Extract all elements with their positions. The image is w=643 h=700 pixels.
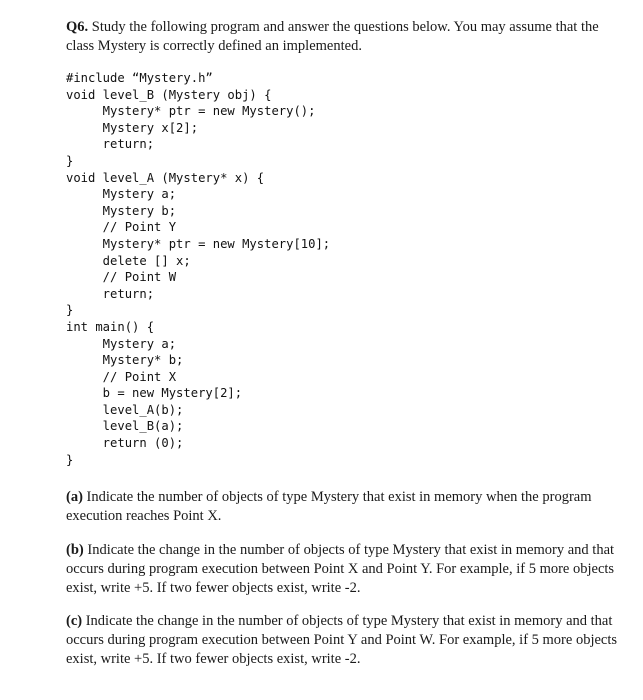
code-line: Mystery* b; xyxy=(66,353,184,368)
code-line: // Point Y xyxy=(66,220,177,235)
code-line: // Point X xyxy=(66,369,177,384)
code-line: } xyxy=(66,153,74,168)
code-line: b = new Mystery[2]; xyxy=(66,386,243,401)
code-line: Mystery* ptr = new Mystery(); xyxy=(66,104,316,119)
question-part-b-label: (b) xyxy=(66,542,84,558)
question-part-c xyxy=(66,612,618,669)
code-line: delete [] x; xyxy=(66,253,191,268)
question-part-a-text: Indicate the number of objects of type Mystery that exist in memory when the program execution reaches Point X. xyxy=(66,489,592,524)
code-line: int main() { xyxy=(66,319,155,334)
code-line: #include “Mystery.h” xyxy=(66,71,213,85)
code-line: } xyxy=(66,452,74,467)
question-part-a-label: (a) xyxy=(66,489,83,505)
question-part-c-label: (c) xyxy=(66,613,83,629)
code-line: return (0); xyxy=(66,436,184,451)
code-line: level_A(b); xyxy=(66,402,184,417)
code-line: level_B(a); xyxy=(66,419,184,434)
question-part-b-text: Indicate the change in the number of objects of type Mystery that exist in memory and that occurs during program execution between Point X and Point Y. For example, if 5 more objects exist, write +5. If two fewer objects exist, write -2. xyxy=(66,542,615,596)
code-line: Mystery x[2]; xyxy=(66,120,199,135)
code-line: void level_B (Mystery obj) { xyxy=(66,87,272,102)
question-part-b xyxy=(66,541,618,598)
code-line: // Point W xyxy=(66,270,177,285)
question-header xyxy=(66,18,614,56)
code-line: return; xyxy=(66,137,155,152)
question-part-a xyxy=(66,488,618,526)
code-line: void level_A (Mystery* x) { xyxy=(66,170,265,185)
question-part-c-text: Indicate the change in the number of objects of type Mystery that exist in memory and that occurs during program execution between Point Y and Point W. For example, if 5 more objects exist, write +5. If two fewer objects exist, write -2. xyxy=(66,613,618,667)
question-number: Q6. xyxy=(66,19,89,35)
code-listing xyxy=(66,70,330,468)
code-line: Mystery* ptr = new Mystery[10]; xyxy=(66,236,331,251)
code-line: Mystery a; xyxy=(66,187,177,202)
code-line: } xyxy=(66,303,74,318)
code-line: return; xyxy=(66,286,155,301)
code-line: Mystery b; xyxy=(66,203,177,218)
question-intro-text: Study the following program and answer the questions below. You may assume that the class Mystery is correctly defined an implemented. xyxy=(66,19,599,54)
code-line: Mystery a; xyxy=(66,336,177,351)
